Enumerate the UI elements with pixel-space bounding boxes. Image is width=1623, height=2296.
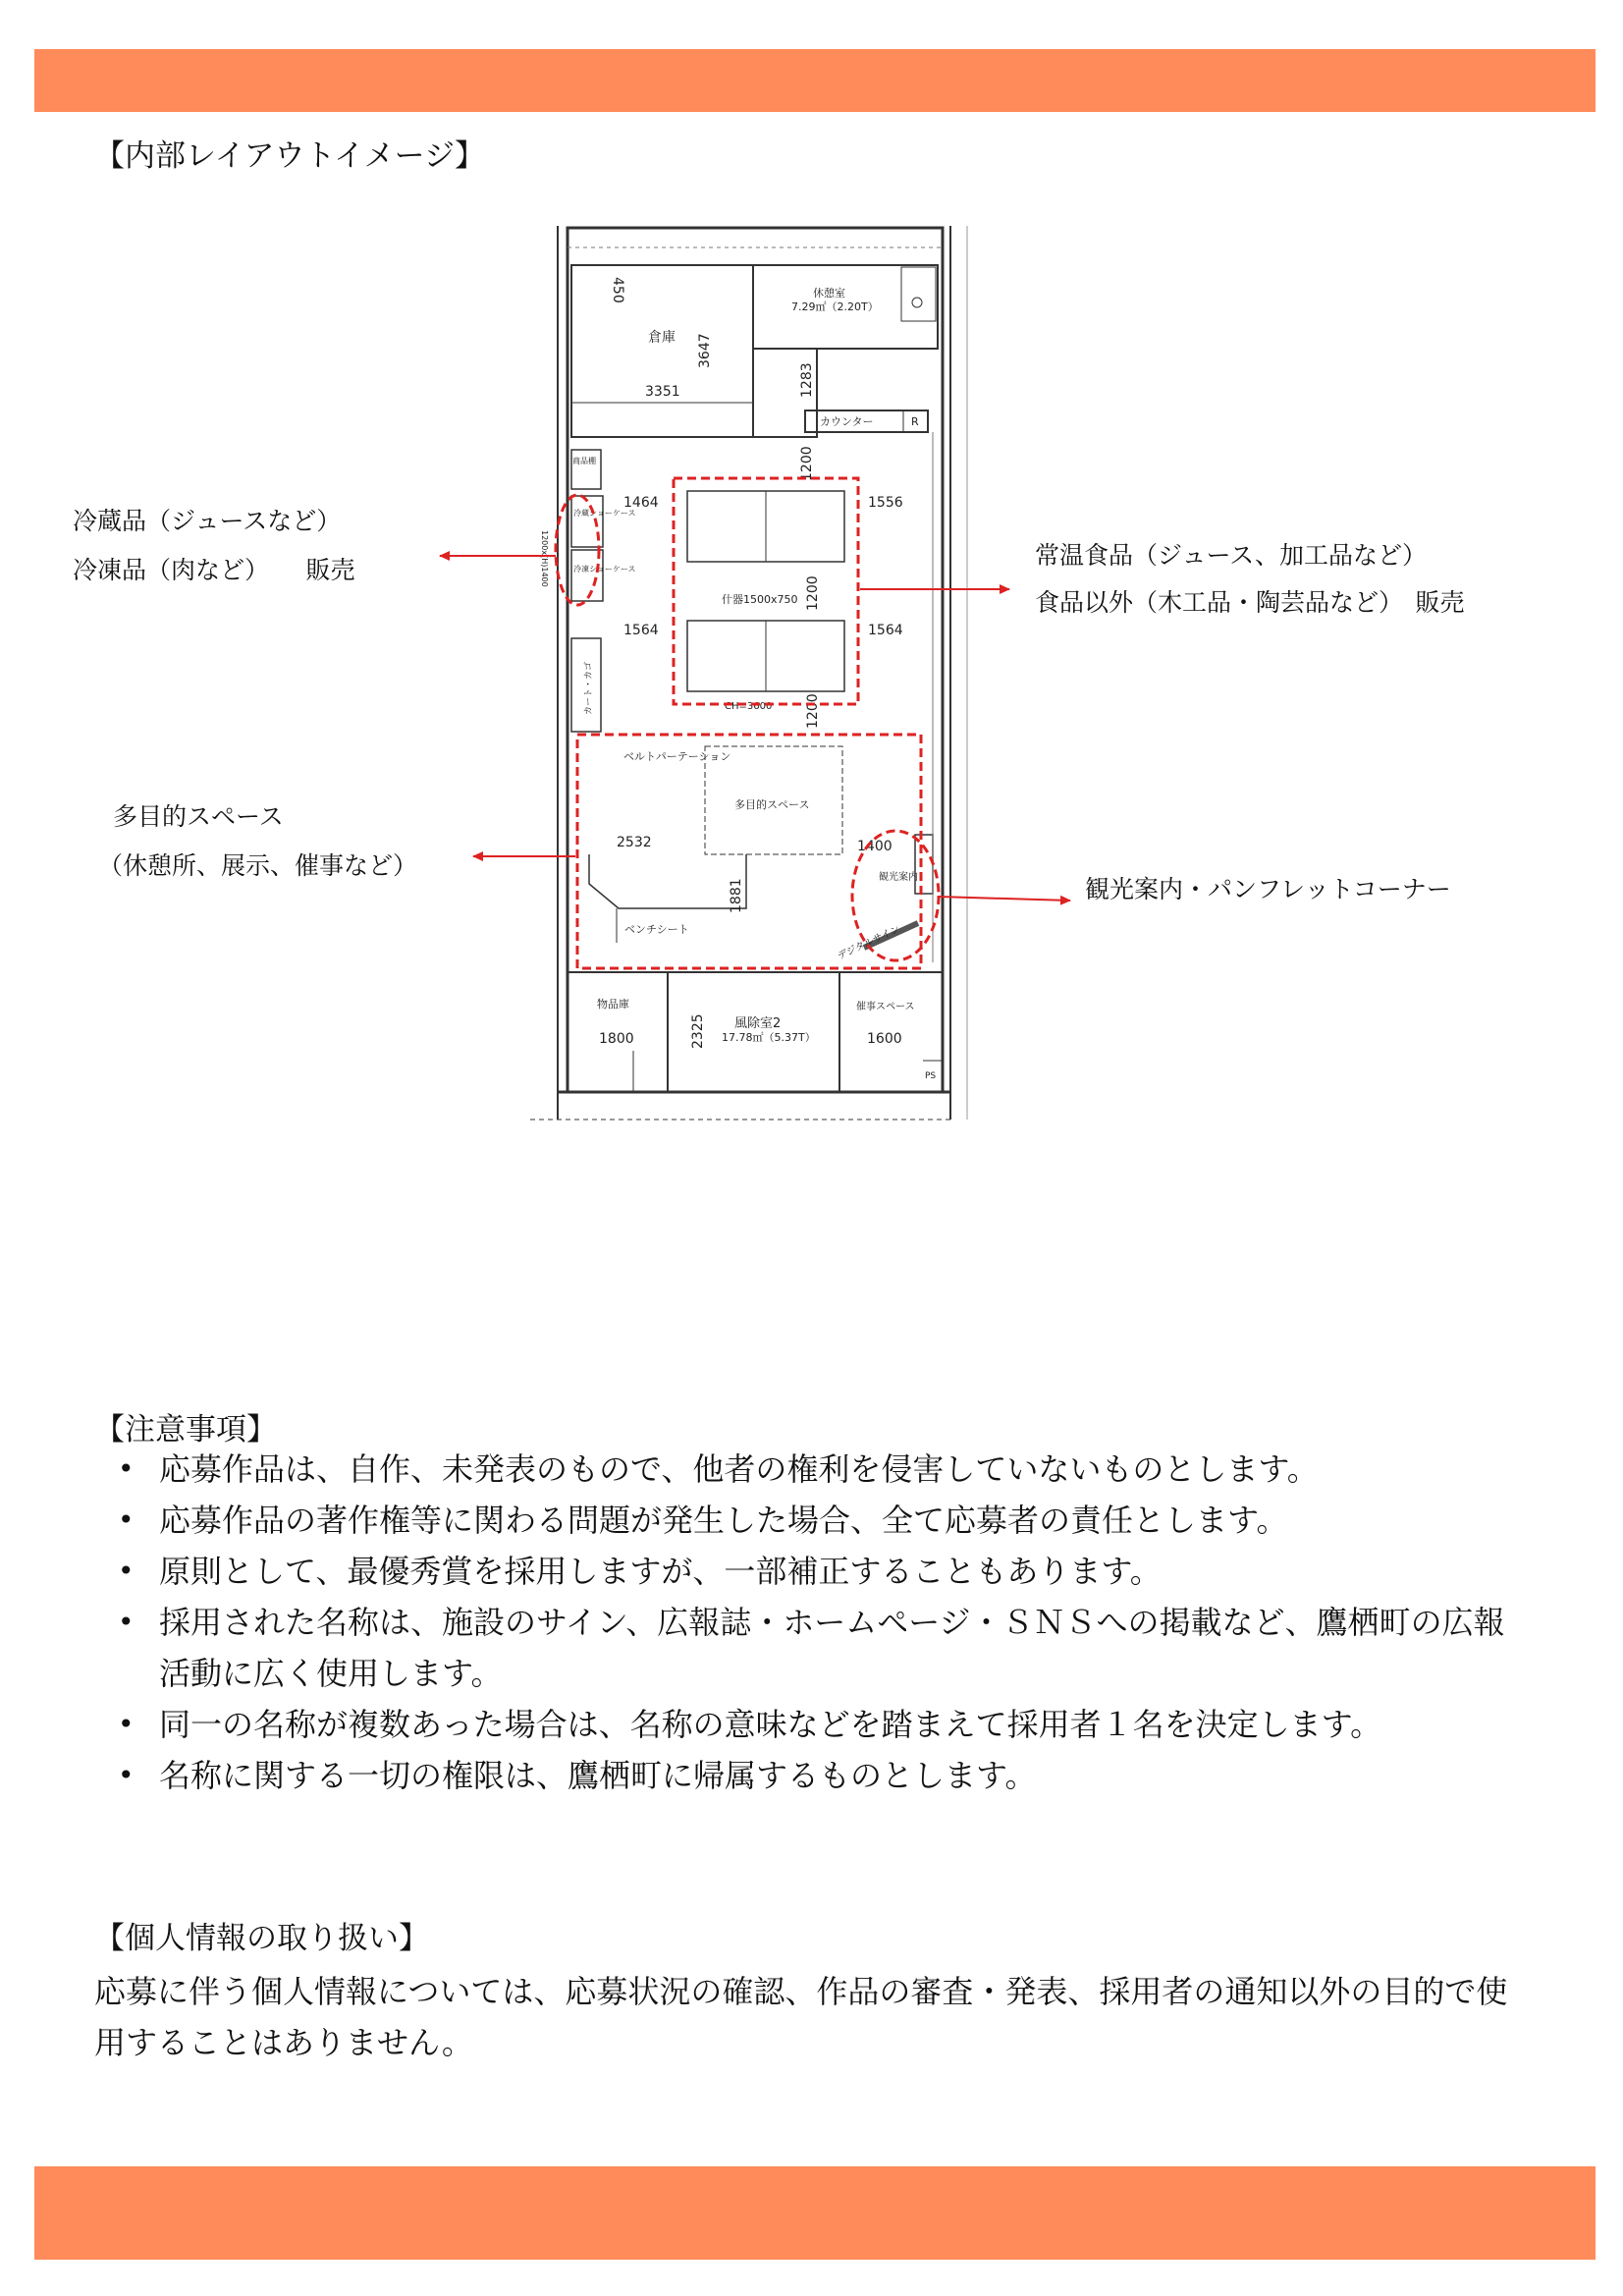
list-item: • 応募作品は、自作、未発表のもので、他者の権利を侵害していないものとします。 [118,1444,1532,1495]
dim-3647: 3647 [697,333,713,368]
fixture-label: 什器1500x750 [722,593,798,606]
list-item: • 応募作品の著作権等に関わる問題が発生した場合、全て応募者の責任とします。 [118,1495,1532,1546]
break-room-area: 7.29㎡（2.20T） [791,301,879,313]
ch-label: CH=3600 [725,701,773,712]
cold-callout-2: 冷凍品（肉など） 販売 [73,556,355,584]
windbreak-label: 風除室2 [734,1016,782,1031]
product-shelf-box [571,450,601,489]
dim-3351: 3351 [645,384,680,400]
list-item: • 名称に関する一切の権限は、鷹栖町に帰属するものとします。 [118,1750,1532,1801]
outer-wall [568,228,943,1092]
digital-sign-label: デジタルサイン [836,923,902,962]
dim-1200-c: 1200 [805,693,821,729]
highlight-areas [556,478,939,968]
bench-outline [589,854,746,908]
tourist-callout: 観光案内・パンフレットコーナー [1085,875,1451,903]
storage-label: 倉庫 [648,330,676,346]
tourist-info-label: 観光案内 [879,872,918,883]
dim-1200-a: 1200 [799,446,815,481]
notes-list [118,1444,1532,1801]
dim-2532: 2532 [617,835,652,850]
windbreak-area: 17.78㎡（5.37T） [722,1031,816,1044]
belt-partition-label: ベルトパーテーション [623,750,731,763]
dim-1600: 1600 [867,1031,902,1047]
multi-callout-1: 多目的スペース [113,802,284,831]
sink [901,267,936,321]
freezer-case-label: 冷凍ショーケース [573,565,636,574]
ambient-callout-1: 常温食品（ジュース、加工品など） [1035,541,1428,570]
dim-1283: 1283 [799,362,815,398]
bench-label: ベンチシート [624,923,689,936]
ambient-callout-2: 食品以外（木工品・陶芸品など） 販売 [1035,588,1465,617]
dim-1464: 1464 [623,495,659,511]
dim-1400: 1400 [857,839,893,854]
list-item: • 採用された名称は、施設のサイン、広報誌・ホームページ・ＳＮＳへの掲載など、鷹栖町の広報活動に広く使用します。 [118,1597,1532,1699]
cart-label: カート・カゴ [584,661,594,715]
storage-room [571,265,753,437]
dim-1800: 1800 [599,1031,634,1047]
layout-heading: 【内部レイアウトイメージ】 [94,138,486,174]
dimension-labels [540,277,936,1081]
sink-drain [912,298,922,307]
dim-1200-b: 1200 [805,575,821,611]
product-shelf-label: 商品棚 [572,457,596,465]
privacy-text: 応募に伴う個人情報については、応募状況の確認、作品の審査・発表、採用者の通知以外の目的で使用することはありません。 [94,1973,1508,2061]
multi-callout-2: （休憩所、展示、催事など） [98,851,418,880]
notes-heading: 【注意事項】 [94,1412,277,1448]
dim-1556: 1556 [868,495,903,511]
building-walls [530,226,967,1120]
fridge-case-label: 冷蔵ショーケース [573,509,636,518]
tourist-info-box [915,835,933,894]
counter-label: カウンター [820,415,874,428]
dim-1564-b: 1564 [868,623,903,638]
callout-arrows [440,556,1070,901]
list-item: • 同一の名称が複数あった場合は、名称の意味などを踏まえて採用者１名を決定します。 [118,1699,1532,1750]
dim-1881: 1881 [729,878,744,913]
cold-callout-1: 冷蔵品（ジュースなど） [73,507,342,535]
goods-storage-label: 物品庫 [597,998,629,1011]
event-space-label: 催事スペース [856,1002,915,1012]
dim-450: 450 [610,277,625,303]
privacy-heading: 【個人情報の取り扱い】 [94,1921,429,1956]
ps-label: PS [925,1071,937,1081]
showcase-size: 1200x(H)1400 [540,530,549,587]
list-item: • 原則として、最優秀賞を採用しますが、一部補正することもあります。 [118,1546,1532,1597]
dim-2325: 2325 [690,1013,706,1049]
break-room-label: 休憩室 [813,287,845,300]
tourist-arrow [938,897,1070,901]
dim-1564-a: 1564 [623,623,659,638]
counter-r: R [911,415,919,428]
multipurpose-label: 多目的スペース [734,798,810,811]
bottom-banner [34,2166,1596,2260]
